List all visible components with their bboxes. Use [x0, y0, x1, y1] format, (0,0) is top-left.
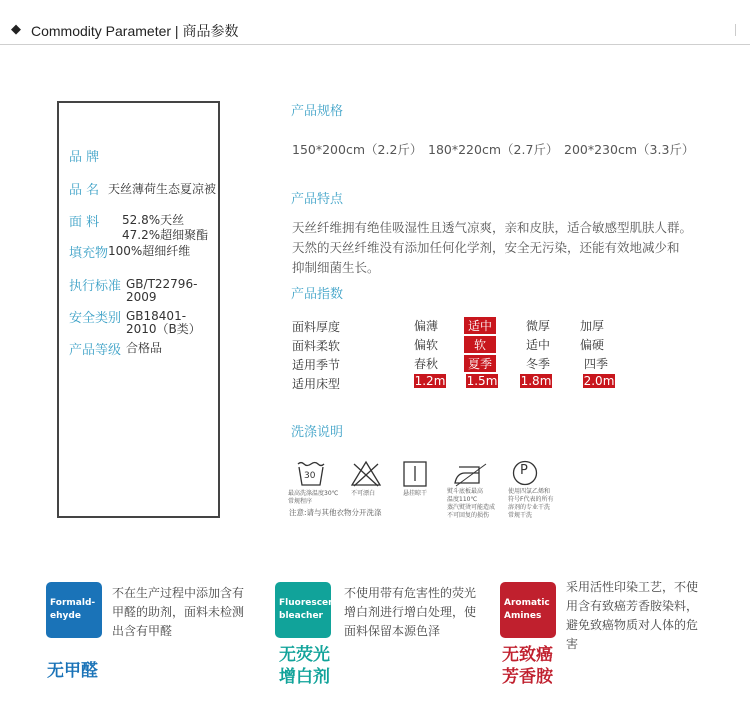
index-option-selected: 1.2m	[414, 374, 446, 388]
index-row-label: 适用季节	[292, 358, 341, 372]
wash-caption: 熨斗底板最高 温度110℃ 蒸汽熨烫可能造成 不可回复的损伤	[447, 488, 496, 519]
name-label: 品 名	[69, 183, 100, 198]
wash-caption: 悬挂晾干	[403, 490, 428, 497]
index-option-selected: 2.0m	[583, 374, 615, 388]
fluorescent-title: 无荧光 增白剂	[279, 645, 330, 687]
index-row-label: 面料厚度	[292, 320, 341, 334]
fabric-label: 面 料	[69, 215, 100, 230]
formaldehyde-desc: 不在生产过程中添加含有 甲醛的助剂，面料未检测 出含有甲醛	[112, 586, 245, 638]
grade-label: 产品等级	[69, 343, 122, 358]
aromatic-badge: Aromatic Amines	[500, 582, 556, 638]
wash-temp-number: 30	[304, 471, 316, 481]
formaldehyde-title: 无甲醛	[47, 661, 98, 681]
wash-caption: 最高洗涤温度30℃ 常规程序	[288, 490, 339, 505]
aromatic-desc: 采用活性印染工艺，不使 用含有致癌芳香胺染料， 避免致癌物质对人体的危 害	[566, 580, 699, 651]
standard-label: 执行标准	[69, 279, 122, 294]
index-row-label: 面料柔软	[292, 339, 341, 353]
safety-value-1: GB18401-	[126, 309, 187, 323]
wash-caption: 使用四氯乙烯和 符号F代表的所有 溶剂的专业干洗 常规干洗	[508, 488, 554, 519]
features-line: 天然的天丝纤维没有添加任何化学剂，安全无污染，还能有效地减少和	[292, 240, 680, 255]
index-option: 四季	[583, 357, 608, 371]
index-option-selected: 1.5m	[466, 374, 498, 388]
fluorescent-badge: Fluorescent bleacher	[275, 582, 331, 638]
iron-icon	[453, 463, 487, 487]
index-option: 春秋	[413, 357, 438, 371]
features-line: 天丝纤维拥有绝佳吸湿性且透气凉爽，亲和皮肤，适合敏感型肌肤人群。	[292, 220, 693, 235]
standard-value-1: GB/T22796-	[126, 277, 198, 291]
diamond-icon: ◆	[11, 22, 21, 37]
features-title: 产品特点	[291, 192, 344, 207]
brand-label: 品 牌	[69, 150, 100, 165]
index-option: 冬季	[525, 357, 550, 371]
dry-clean-letter: P	[520, 463, 528, 478]
wash-caption: 不可漂白	[351, 490, 376, 497]
index-option: 适中	[525, 338, 550, 352]
header-tick	[735, 24, 736, 36]
index-option-selected: 夏季	[464, 355, 496, 372]
fluorescent-desc: 不使用带有危害性的荧光 增白剂进行增白处理，使 面料保留本源色泽	[344, 586, 477, 638]
index-option-selected: 软	[464, 336, 496, 353]
header-title: Commodity Parameter | 商品参数	[31, 23, 239, 39]
fabric-value-1: 52.8%天丝	[122, 213, 185, 227]
formaldehyde-badge: Formald- ehyde	[46, 582, 102, 638]
index-option-selected: 适中	[464, 317, 496, 334]
index-option: 微厚	[525, 319, 550, 333]
fabric-value-2: 47.2%超细聚酯	[122, 228, 209, 242]
features-line: 抑制细菌生长。	[292, 260, 380, 275]
index-option: 偏薄	[413, 319, 438, 333]
washing-title: 洗涤说明	[291, 425, 344, 440]
index-option: 加厚	[579, 319, 604, 333]
safety-label: 安全类别	[69, 311, 122, 326]
index-option: 偏硬	[579, 338, 604, 352]
grade-value: 合格品	[126, 341, 163, 355]
safety-value-2: 2010（B类）	[126, 322, 201, 336]
spec-item: 180*220cm（2.7斤）	[428, 142, 559, 157]
wash-note: 注意:请与其他衣物分开洗涤	[289, 508, 382, 517]
index-row-label: 适用床型	[292, 377, 341, 391]
specs-title: 产品规格	[291, 104, 344, 119]
index-title: 产品指数	[291, 287, 344, 302]
filling-label: 填充物	[69, 246, 109, 261]
index-option-selected: 1.8m	[520, 374, 552, 388]
standard-value-2: 2009	[126, 290, 157, 304]
header-divider	[0, 44, 750, 45]
filling-value: 100%超细纤维	[108, 244, 191, 258]
index-option: 偏软	[413, 338, 438, 352]
no-bleach-icon	[350, 460, 382, 487]
name-value: 天丝薄荷生态夏凉被	[108, 182, 217, 196]
spec-item: 150*200cm（2.2斤）	[292, 142, 423, 157]
aromatic-title: 无致癌 芳香胺	[502, 645, 553, 687]
spec-item: 200*230cm（3.3斤）	[564, 142, 695, 157]
line-dry-icon	[403, 461, 427, 487]
